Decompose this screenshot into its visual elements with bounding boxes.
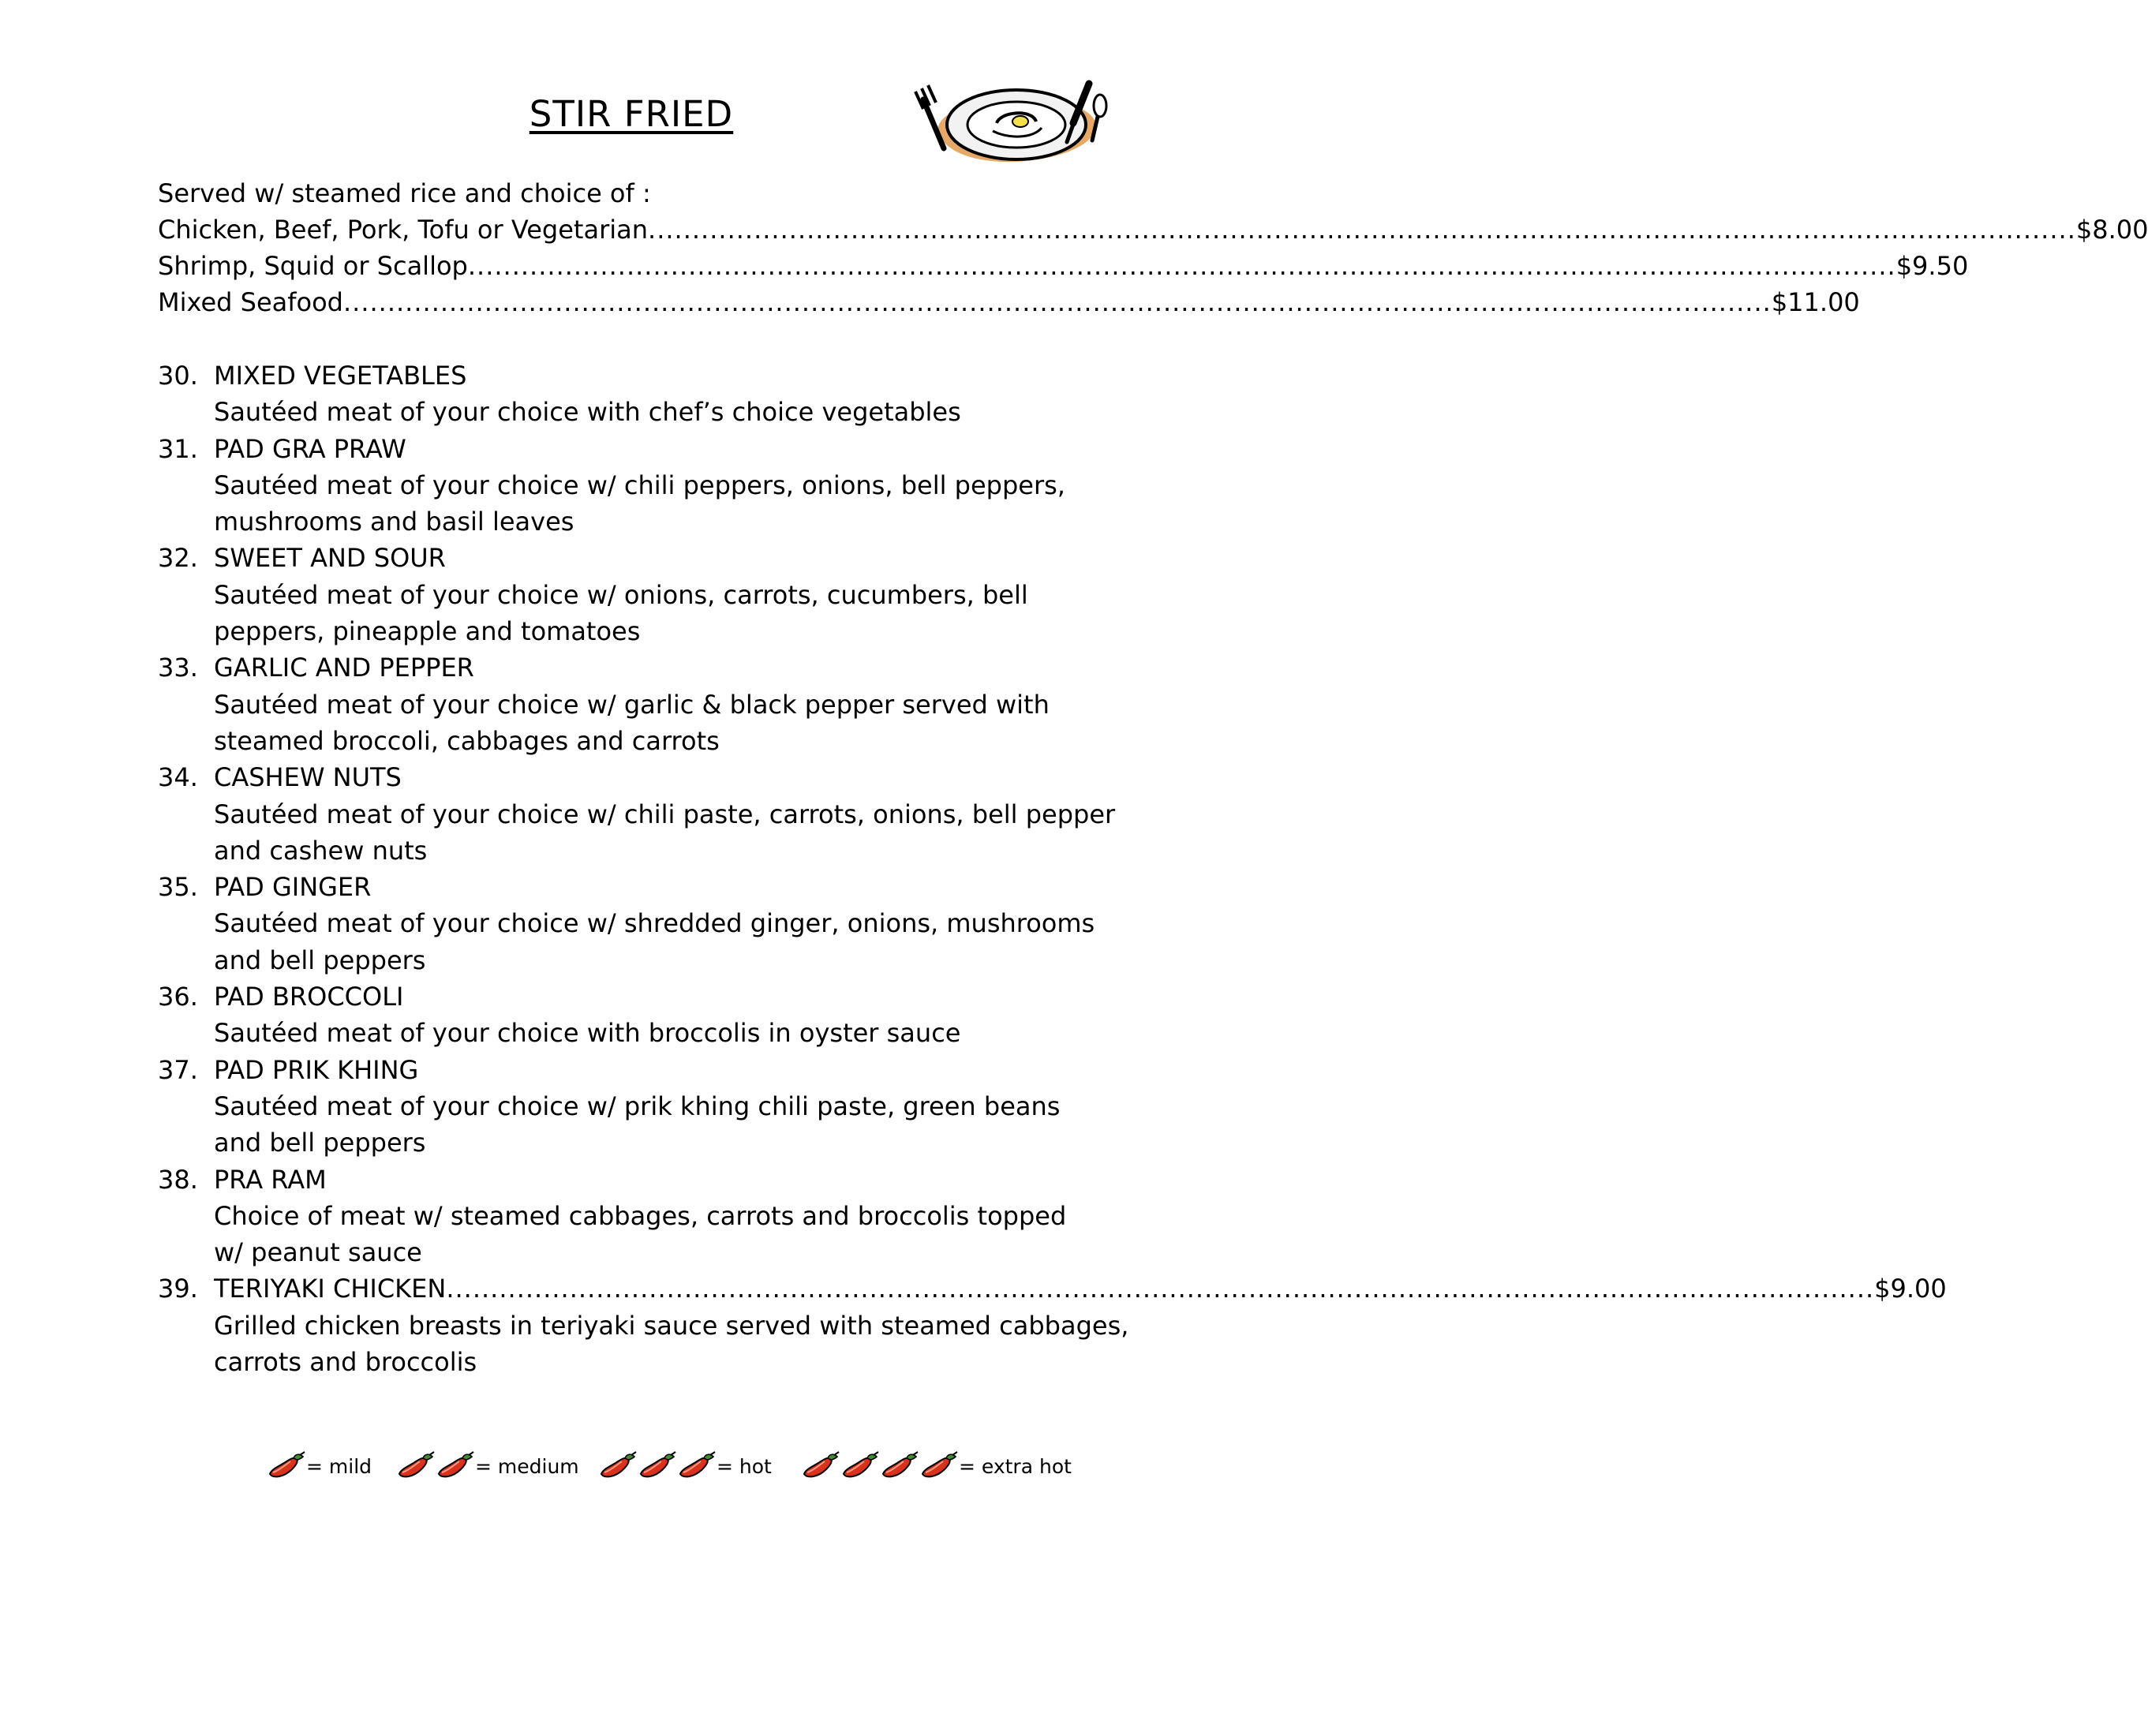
price-row bbox=[158, 211, 2148, 248]
item-name: PAD BROCCOLI bbox=[214, 982, 404, 1012]
item-name: GARLIC AND PEPPER bbox=[214, 653, 474, 683]
spice-legend bbox=[0, 1450, 1342, 1490]
item-description: Sautéed meat of your choice with broccolis in oyster sauce bbox=[214, 1018, 961, 1049]
item-description: carrots and broccolis bbox=[214, 1347, 477, 1378]
legend-hot bbox=[597, 1450, 772, 1482]
legend-extra-hot bbox=[799, 1450, 1072, 1482]
item-name: SWEET AND SOUR bbox=[214, 543, 446, 574]
item-description: Sautéed meat of your choice w/ chili peppers, onions, bell peppers, bbox=[214, 470, 1065, 500]
dot-leader bbox=[468, 248, 1896, 284]
menu-item bbox=[158, 1052, 1199, 1162]
chili-pepper-icon bbox=[839, 1450, 880, 1482]
item-number: 37. bbox=[158, 1054, 198, 1085]
chili-pepper-icon bbox=[918, 1450, 959, 1482]
price-label: Chicken, Beef, Pork, Tofu or Vegetarian bbox=[158, 215, 649, 245]
price-row bbox=[158, 284, 1860, 320]
menu-item bbox=[158, 978, 1199, 1052]
item-description: and cashew nuts bbox=[214, 835, 428, 866]
item-name: PAD PRIK KHING bbox=[214, 1054, 419, 1085]
item-description: Sautéed meat of your choice w/ garlic & black pepper served with bbox=[214, 689, 1050, 720]
menu-item bbox=[158, 869, 1199, 978]
chili-pepper-icon bbox=[878, 1450, 919, 1482]
plate-fork-knife-icon bbox=[906, 76, 1119, 182]
menu-item bbox=[158, 431, 1199, 541]
item-number: 30. bbox=[158, 361, 198, 391]
chili-pepper-icon bbox=[799, 1450, 840, 1482]
menu-item bbox=[158, 1162, 1199, 1271]
chili-pepper-icon bbox=[675, 1450, 717, 1482]
menu-items bbox=[158, 357, 1947, 1380]
item-number: 31. bbox=[158, 433, 198, 464]
price-label: Shrimp, Squid or Scallop bbox=[158, 251, 468, 281]
legend-label: = extra hot bbox=[959, 1454, 1072, 1478]
item-description: Sautéed meat of your choice w/ shredded ginger, onions, mushrooms bbox=[214, 908, 1095, 939]
item-number: 36. bbox=[158, 982, 198, 1012]
chili-pepper-icon bbox=[597, 1450, 638, 1482]
item-description: Sautéed meat of your choice w/ onions, carrots, cucumbers, bell bbox=[214, 579, 1028, 610]
item-description: and bell peppers bbox=[214, 945, 426, 975]
legend-mild bbox=[265, 1450, 372, 1482]
item-number: 35. bbox=[158, 872, 198, 903]
price-value: $8.00 bbox=[2075, 215, 2148, 245]
item-description: peppers, pineapple and tomatoes bbox=[214, 616, 641, 647]
item-description: Sautéed meat of your choice with chef’s choice vegetables bbox=[214, 397, 961, 428]
chili-pepper-icon bbox=[636, 1450, 677, 1482]
price-value: $9.50 bbox=[1895, 251, 1969, 281]
legend-medium bbox=[395, 1450, 579, 1482]
item-description: w/ peanut sauce bbox=[214, 1237, 422, 1268]
item-description: Sautéed meat of your choice w/ chili paste, carrots, onions, bell pepper bbox=[214, 799, 1116, 829]
item-name: CASHEW NUTS bbox=[214, 762, 402, 793]
dot-leader bbox=[343, 284, 1772, 320]
chili-pepper-icon bbox=[434, 1450, 475, 1482]
item-name: TERIYAKI CHICKEN bbox=[214, 1274, 447, 1304]
menu-item bbox=[158, 540, 1199, 649]
item-description: and bell peppers bbox=[214, 1128, 426, 1158]
chili-pepper-icon bbox=[395, 1450, 436, 1482]
price-label: Mixed Seafood bbox=[158, 287, 343, 317]
menu-item bbox=[158, 1270, 1947, 1380]
legend-label: = mild bbox=[306, 1454, 372, 1478]
item-number: 32. bbox=[158, 543, 198, 574]
item-name: PAD GINGER bbox=[214, 872, 372, 903]
menu-item bbox=[158, 759, 1199, 869]
legend-label: = hot bbox=[717, 1454, 772, 1478]
item-description: mushrooms and basil leaves bbox=[214, 507, 574, 537]
item-name: PAD GRA PRAW bbox=[214, 433, 406, 464]
item-name: PRA RAM bbox=[214, 1164, 327, 1195]
chili-pepper-icon bbox=[265, 1450, 306, 1482]
intro-line: Served w/ steamed rice and choice of : bbox=[158, 178, 651, 208]
menu-item bbox=[158, 357, 1199, 431]
item-number: 39. bbox=[158, 1274, 198, 1304]
menu-item bbox=[158, 649, 1199, 759]
item-number: 33. bbox=[158, 653, 198, 683]
price-row bbox=[158, 248, 1969, 284]
intro-section bbox=[158, 175, 2148, 320]
item-description: Choice of meat w/ steamed cabbages, carrots and broccolis topped bbox=[214, 1200, 1067, 1231]
item-description: Grilled chicken breasts in teriyaki sauce served with steamed cabbages, bbox=[214, 1310, 1129, 1341]
dot-leader bbox=[446, 1270, 1874, 1307]
item-price: $9.00 bbox=[1874, 1274, 1947, 1304]
item-number: 38. bbox=[158, 1164, 198, 1195]
legend-label: = medium bbox=[475, 1454, 579, 1478]
item-description: steamed broccoli, cabbages and carrots bbox=[214, 725, 720, 756]
dot-leader bbox=[648, 211, 2076, 248]
item-description: Sautéed meat of your choice w/ prik khing chili paste, green beans bbox=[214, 1091, 1061, 1121]
page-title: STIR FRIED bbox=[529, 93, 734, 135]
price-value: $11.00 bbox=[1771, 287, 1860, 317]
item-name: MIXED VEGETABLES bbox=[214, 361, 467, 391]
item-number: 34. bbox=[158, 762, 198, 793]
